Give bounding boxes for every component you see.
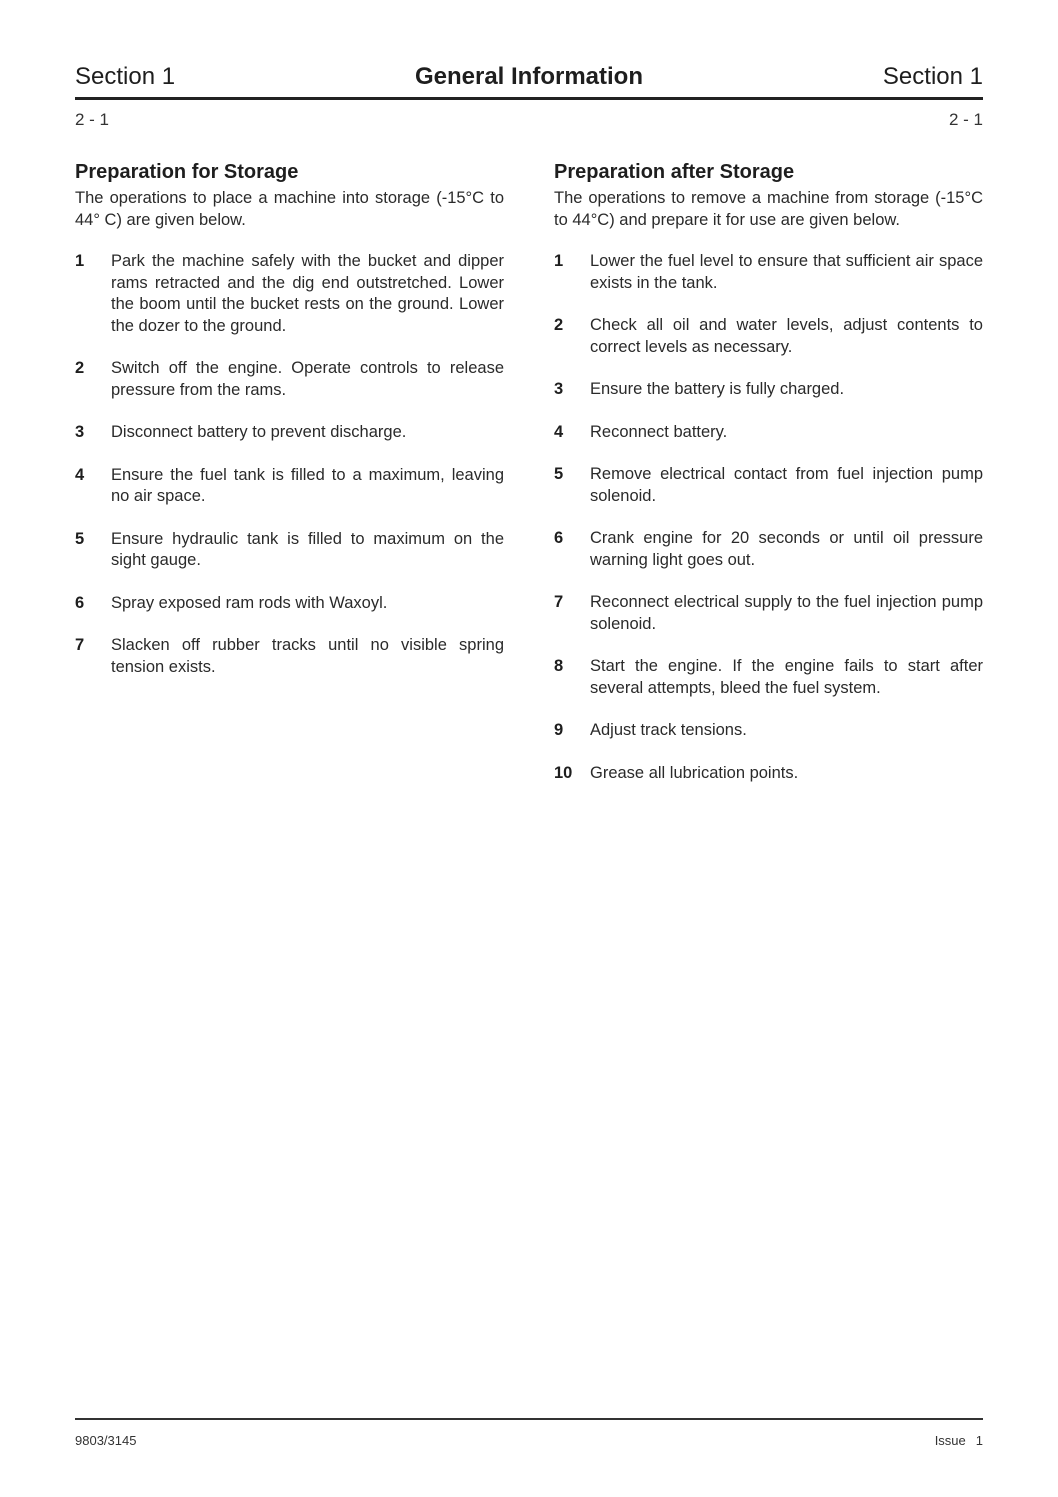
step-text: Grease all lubrication points. xyxy=(590,763,799,782)
list-item xyxy=(554,763,983,785)
step-number: 3 xyxy=(75,423,85,441)
after-storage-section xyxy=(554,158,983,805)
document-number: 9803/3145 xyxy=(75,1433,137,1448)
step-text: Ensure the fuel tank is filled to a maximum, leaving no air space. xyxy=(111,465,504,505)
step-text: Slacken off rubber tracks until no visible spring tension exists. xyxy=(111,636,504,676)
list-item xyxy=(554,720,983,742)
step-number: 2 xyxy=(554,316,564,334)
storage-section xyxy=(75,158,504,699)
step-text: Reconnect battery. xyxy=(590,422,728,441)
step-text: Disconnect battery to prevent discharge. xyxy=(111,423,407,441)
step-number: 6 xyxy=(75,593,85,612)
step-number: 5 xyxy=(75,529,85,548)
list-item xyxy=(75,251,504,337)
after-storage-steps xyxy=(554,251,983,784)
section-label-right: Section 1 xyxy=(882,63,983,90)
step-number: 7 xyxy=(75,636,85,654)
step-text: Lower the fuel level to ensure that sufficient air space exists in the tank. xyxy=(590,252,983,292)
step-text: Start the engine. If the engine fails to start after several attempts, bleed the fuel system. xyxy=(590,657,983,697)
list-item xyxy=(75,529,504,572)
step-text: Reconnect electrical supply to the fuel injection pump solenoid. xyxy=(590,593,983,633)
page-number-left: 2 - 1 xyxy=(75,110,110,129)
storage-heading: Preparation for Storage xyxy=(75,161,299,183)
step-number: 7 xyxy=(554,593,564,611)
storage-steps xyxy=(75,251,504,678)
page-number-right: 2 - 1 xyxy=(948,110,983,129)
list-item xyxy=(75,593,504,615)
list-item xyxy=(554,656,983,699)
list-item xyxy=(554,528,983,571)
list-item xyxy=(554,315,983,358)
step-text: Ensure hydraulic tank is filled to maximum on the sight gauge. xyxy=(111,529,504,569)
step-number: 4 xyxy=(554,422,564,441)
step-text: Remove electrical contact from fuel injection pump solenoid. xyxy=(590,465,983,505)
list-item xyxy=(554,379,983,401)
issue-info xyxy=(935,1432,983,1450)
list-item xyxy=(554,422,983,444)
list-item xyxy=(554,251,983,294)
list-item xyxy=(554,464,983,507)
step-text: Switch off the engine. Operate controls to release pressure from the rams. xyxy=(111,359,504,399)
section-label-left: Section 1 xyxy=(75,63,176,90)
step-text: Spray exposed ram rods with Waxoyl. xyxy=(111,593,388,612)
footer-divider xyxy=(75,1418,983,1420)
step-number: 8 xyxy=(554,657,564,675)
issue-label: Issue xyxy=(934,1433,966,1448)
step-number: 2 xyxy=(75,359,85,377)
step-text: Ensure the battery is fully charged. xyxy=(590,380,845,398)
header-divider xyxy=(75,97,983,100)
after-storage-intro: The operations to remove a machine from storage (-15°C to 44°C) and prepare it for use are given below. xyxy=(554,189,983,229)
list-item xyxy=(75,358,504,401)
page-title: General Information xyxy=(414,63,644,90)
list-item xyxy=(554,592,983,635)
storage-intro: The operations to place a machine into storage (-15°C to 44° C) are given below. xyxy=(75,189,504,229)
page-header xyxy=(75,60,983,96)
step-number: 1 xyxy=(75,252,85,270)
list-item xyxy=(75,422,504,444)
step-number: 4 xyxy=(75,465,85,484)
step-text: Check all oil and water levels, adjust contents to correct levels as necessary. xyxy=(590,316,983,356)
step-number: 9 xyxy=(554,721,564,739)
step-number: 3 xyxy=(554,380,564,398)
step-number: 5 xyxy=(554,465,564,483)
step-text: Adjust track tensions. xyxy=(590,721,747,739)
step-number: 1 xyxy=(554,252,564,270)
step-number: 6 xyxy=(554,529,564,547)
step-text: Crank engine for 20 seconds or until oil pressure warning light goes out. xyxy=(590,529,983,569)
step-text: Park the machine safely with the bucket and dipper rams retracted and the dig end outstretched. Lower the boom until the bucket rests on the ground. Lower the dozer to the ground. xyxy=(111,252,504,335)
after-storage-heading: Preparation after Storage xyxy=(554,161,795,183)
issue-number: 1 xyxy=(975,1433,983,1448)
list-item xyxy=(75,635,504,678)
step-number: 10 xyxy=(554,763,573,782)
list-item xyxy=(75,465,504,508)
